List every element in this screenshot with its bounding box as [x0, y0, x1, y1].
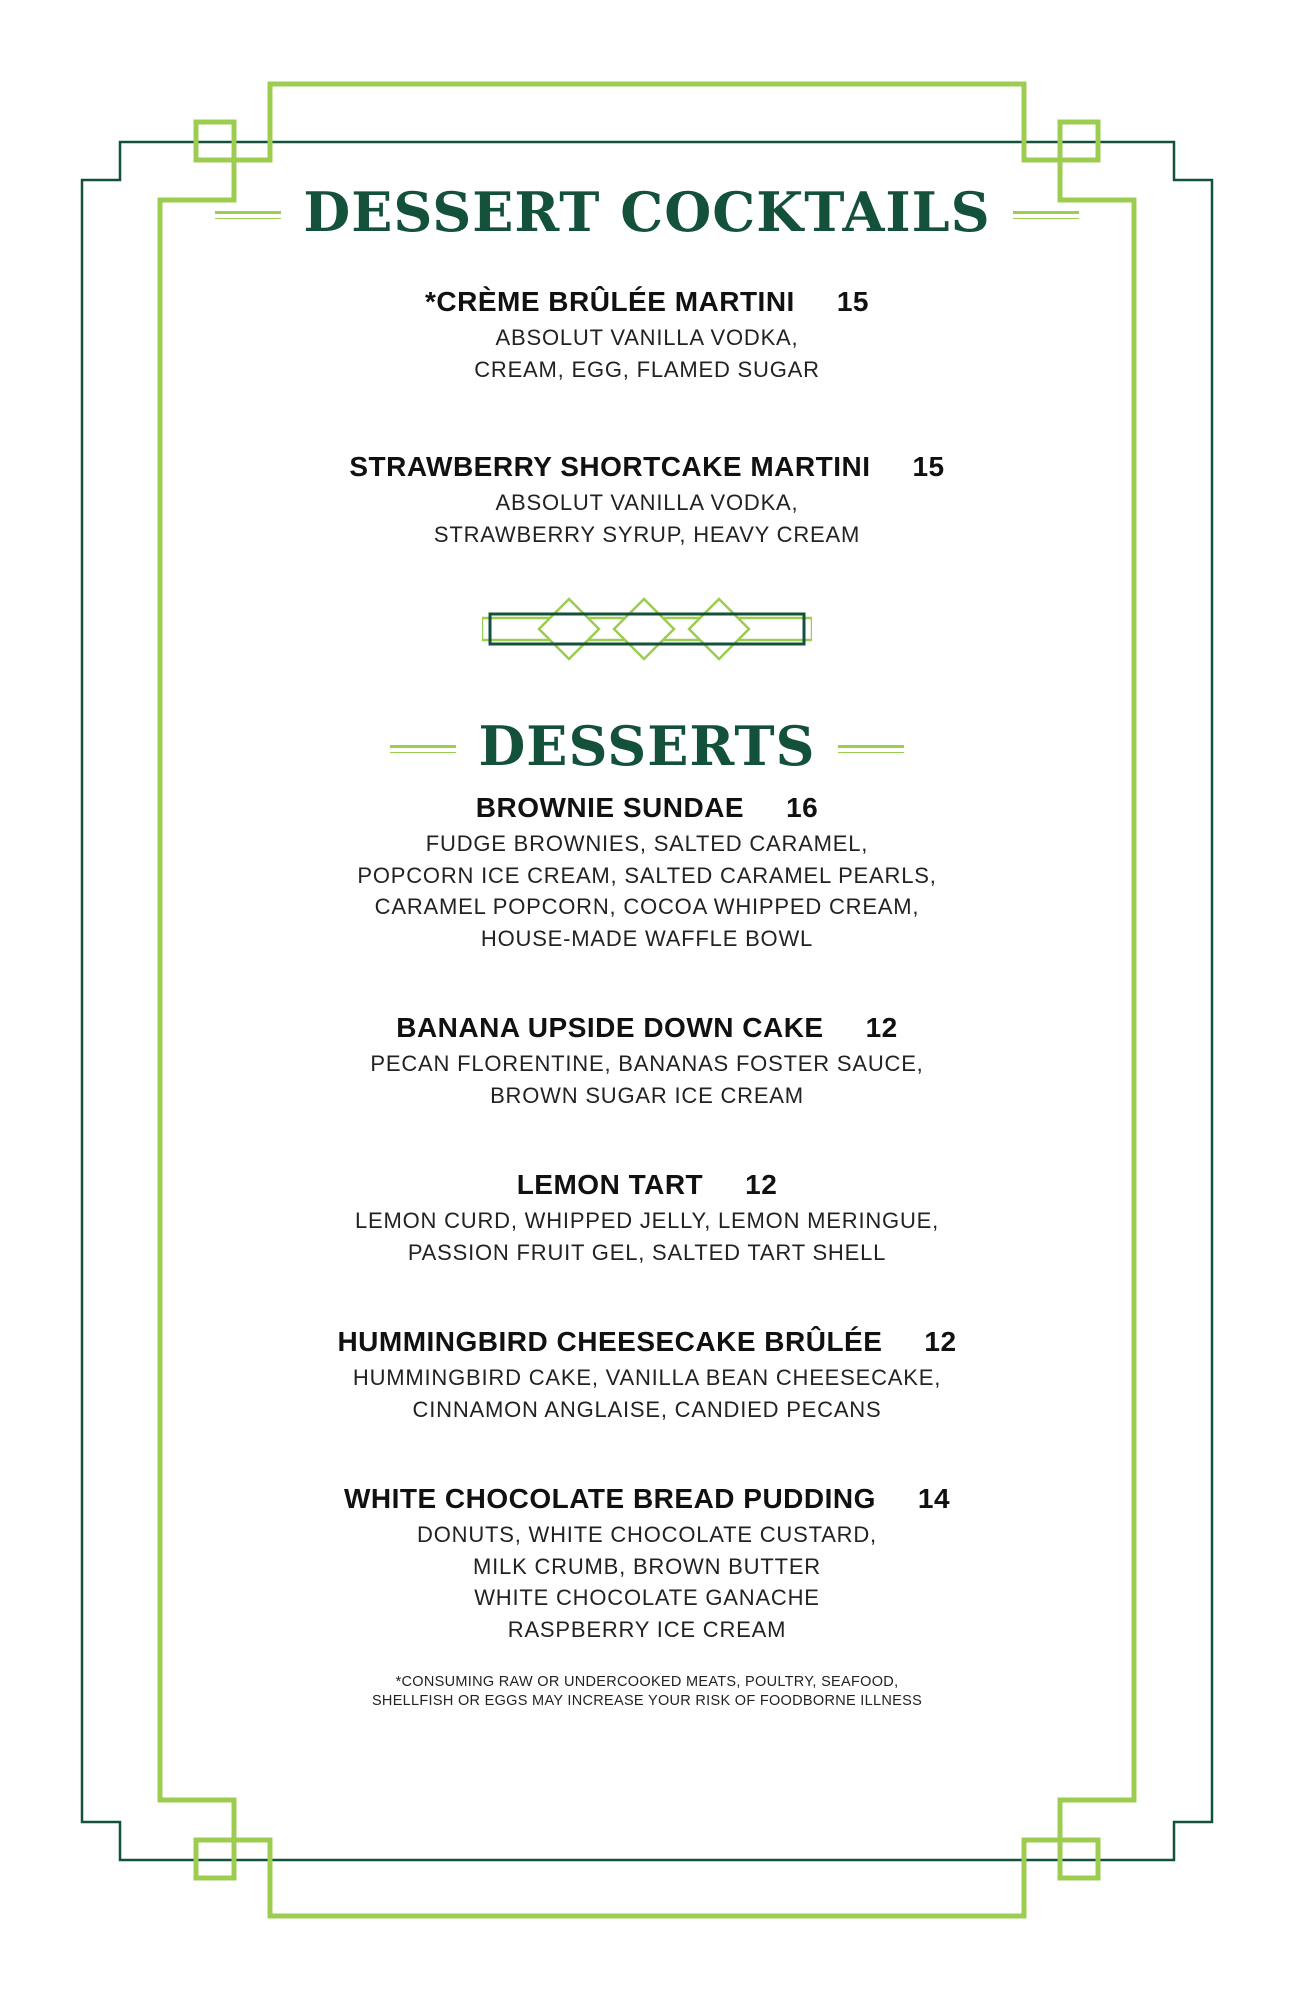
- item-name: STRAWBERRY SHORTCAKE MARTINI: [349, 451, 871, 482]
- corner-square-br: [1060, 1840, 1098, 1878]
- desserts-title: DESSERTS: [478, 714, 816, 778]
- menu-item: [160, 1322, 1134, 1425]
- menu-item: [160, 282, 1134, 385]
- item-name: BANANA UPSIDE DOWN CAKE: [396, 1012, 824, 1043]
- item-name: LEMON TART: [516, 1169, 704, 1200]
- item-price: 15: [836, 286, 869, 317]
- header-rule-left: [215, 211, 281, 214]
- cocktails-header: [160, 180, 1134, 244]
- food-safety-disclaimer: *CONSUMING RAW OR UNDERCOOKED MEATS, POULTRY, SEAFOOD, SHELLFISH OR EGGS MAY INCREASE YOUR RISK OF FOODBORNE ILLNESS: [371, 1674, 923, 1709]
- menu-item: [160, 1165, 1134, 1268]
- menu-item: [160, 1008, 1134, 1111]
- menu-item: [160, 447, 1134, 550]
- item-price: 12: [924, 1326, 957, 1357]
- item-price: 12: [865, 1012, 898, 1043]
- item-name: *CRÈME BRÛLÉE MARTINI: [425, 286, 795, 317]
- menu-item: [160, 1479, 1134, 1645]
- item-name: HUMMINGBIRD CHEESECAKE BRÛLÉE: [337, 1326, 883, 1357]
- header-rule-right: [1013, 211, 1079, 214]
- corner-square-tr: [1060, 122, 1098, 160]
- item-description: ABSOLUT VANILLA VODKA, STRAWBERRY SYRUP, HEAVY CREAM: [433, 490, 861, 547]
- cocktails-title: DESSERT COCKTAILS: [303, 180, 991, 244]
- header-rule-right: [838, 745, 904, 748]
- ornament-divider: [482, 594, 812, 664]
- item-description: ABSOLUT VANILLA VODKA, CREAM, EGG, FLAMED SUGAR: [474, 325, 820, 382]
- item-description: FUDGE BROWNIES, SALTED CARAMEL, POPCORN ICE CREAM, SALTED CARAMEL PEARLS, CARAMEL POPCORN, COCOA WHIPPED CREAM, HOUSE-MADE WAFFLE BOWL: [357, 831, 937, 951]
- menu-item: [160, 788, 1134, 954]
- item-description: HUMMINGBIRD CAKE, VANILLA BEAN CHEESECAKE, CINNAMON ANGLAISE, CANDIED PECANS: [352, 1365, 942, 1422]
- corner-square-bl: [196, 1840, 234, 1878]
- item-name: WHITE CHOCOLATE BREAD PUDDING: [343, 1483, 876, 1514]
- item-description: DONUTS, WHITE CHOCOLATE CUSTARD, MILK CRUMB, BROWN BUTTER WHITE CHOCOLATE GANACHE RASPBERRY ICE CREAM: [417, 1522, 877, 1642]
- menu-content: [160, 180, 1134, 1711]
- item-price: 15: [912, 451, 945, 482]
- item-price: 12: [745, 1169, 778, 1200]
- header-rule-left: [390, 745, 456, 748]
- desserts-header: [160, 714, 1134, 778]
- corner-square-tl: [196, 122, 234, 160]
- item-name: BROWNIE SUNDAE: [475, 792, 745, 823]
- item-price: 16: [786, 792, 819, 823]
- item-description: PECAN FLORENTINE, BANANAS FOSTER SAUCE, BROWN SUGAR ICE CREAM: [370, 1051, 924, 1108]
- item-price: 14: [917, 1483, 951, 1514]
- item-description: LEMON CURD, WHIPPED JELLY, LEMON MERINGUE, PASSION FRUIT GEL, SALTED TART SHELL: [354, 1208, 940, 1265]
